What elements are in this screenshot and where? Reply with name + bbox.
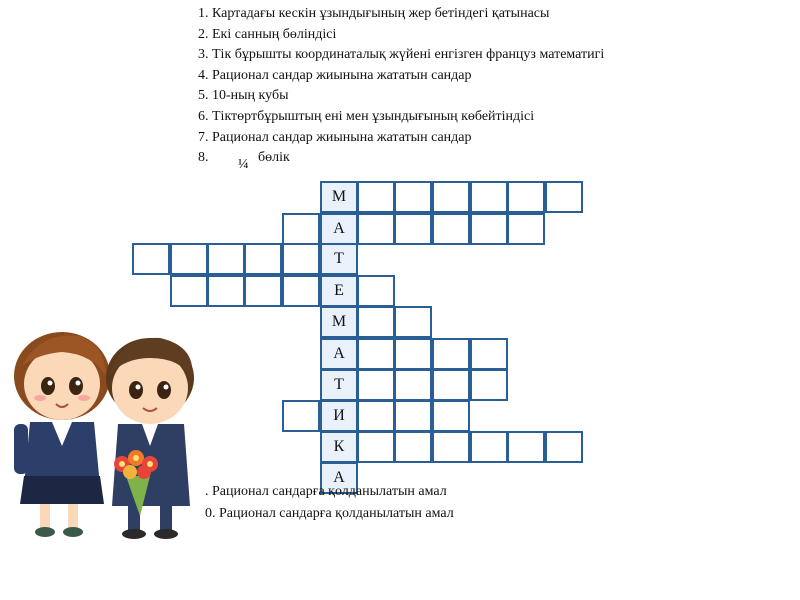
- key-letter-cell: Т: [320, 369, 358, 401]
- crossword-cell[interactable]: [432, 431, 470, 463]
- crossword-cell[interactable]: [470, 213, 508, 245]
- crossword-cell[interactable]: [357, 181, 395, 213]
- crossword-cell[interactable]: [470, 431, 508, 463]
- crossword-cell[interactable]: [545, 431, 583, 463]
- crossword-cell[interactable]: [207, 243, 245, 275]
- clue-4: 4. Рационал сандар жиынына жататын сандар: [198, 68, 472, 83]
- crossword-cell[interactable]: [432, 400, 470, 432]
- crossword-cell[interactable]: [357, 275, 395, 307]
- clue-3: 3. Тік бұрышты координаталық жүйені енгізген француз математигі: [198, 47, 605, 62]
- crossword-cell[interactable]: [282, 400, 320, 432]
- bottom-clue-2: 0. Рационал сандарға қолданылатын амал: [205, 506, 454, 521]
- crossword-cell[interactable]: [470, 338, 508, 370]
- bottom-clue-1: . Рационал сандарға қолданылатын амал: [205, 484, 447, 499]
- clue-6: 6. Тіктөртбұрыштың ені мен ұзындығының көбейтіндісі: [198, 109, 535, 124]
- girl-figure: [14, 332, 110, 537]
- crossword-cell[interactable]: [394, 213, 432, 245]
- clue-2: 2. Екі санның бөліндісі: [198, 27, 337, 42]
- boy-figure: [106, 338, 194, 539]
- key-letter-cell: М: [320, 306, 358, 338]
- crossword-cell[interactable]: [545, 181, 583, 213]
- clue-8: 8.: [198, 150, 209, 165]
- crossword-cell[interactable]: [507, 181, 545, 213]
- crossword-cell[interactable]: [244, 243, 282, 275]
- crossword-cell[interactable]: [432, 181, 470, 213]
- key-letter-cell: И: [320, 400, 358, 432]
- crossword-cell[interactable]: [282, 213, 320, 245]
- key-letter-cell: А: [320, 338, 358, 370]
- crossword-cell[interactable]: [357, 338, 395, 370]
- crossword-cell[interactable]: [357, 400, 395, 432]
- crossword-cell[interactable]: [207, 275, 245, 307]
- crossword-cell[interactable]: [170, 243, 208, 275]
- crossword-cell[interactable]: [432, 338, 470, 370]
- key-letter-cell: Е: [320, 275, 358, 307]
- crossword-cell[interactable]: [282, 275, 320, 307]
- crossword-cell[interactable]: [394, 306, 432, 338]
- crossword-cell[interactable]: [357, 213, 395, 245]
- key-letter-cell: А: [320, 462, 358, 494]
- crossword-cell[interactable]: [357, 369, 395, 401]
- crossword-cell[interactable]: [132, 243, 170, 275]
- children-illustration: [0, 306, 210, 546]
- crossword-cell[interactable]: [394, 181, 432, 213]
- key-letter-cell: М: [320, 181, 358, 213]
- crossword-cell[interactable]: [282, 243, 320, 275]
- crossword-cell[interactable]: [244, 275, 282, 307]
- clue-5: 5. 10-ның кубы: [198, 88, 289, 103]
- clue-1: 1. Картадағы кескін ұзындығының жер бетіндегі қатынасы: [198, 6, 550, 21]
- crossword-cell[interactable]: [432, 369, 470, 401]
- crossword-cell[interactable]: [357, 306, 395, 338]
- crossword-cell[interactable]: [394, 431, 432, 463]
- crossword-cell[interactable]: [470, 181, 508, 213]
- crossword-cell[interactable]: [357, 431, 395, 463]
- crossword-cell[interactable]: [394, 400, 432, 432]
- crossword-cell[interactable]: [507, 213, 545, 245]
- crossword-cell[interactable]: [432, 213, 470, 245]
- key-letter-cell: К: [320, 431, 358, 463]
- key-letter-cell: А: [320, 213, 358, 245]
- crossword-cell[interactable]: [394, 369, 432, 401]
- clue-8-word: бөлік: [258, 150, 290, 165]
- crossword-cell[interactable]: [470, 369, 508, 401]
- clue-7: 7. Рационал сандар жиынына жататын сандар: [198, 130, 472, 145]
- key-letter-cell: Т: [320, 243, 358, 275]
- crossword-cell[interactable]: [507, 431, 545, 463]
- crossword-cell[interactable]: [170, 275, 208, 307]
- fraction-quarter: ¼: [238, 157, 249, 172]
- crossword-cell[interactable]: [394, 338, 432, 370]
